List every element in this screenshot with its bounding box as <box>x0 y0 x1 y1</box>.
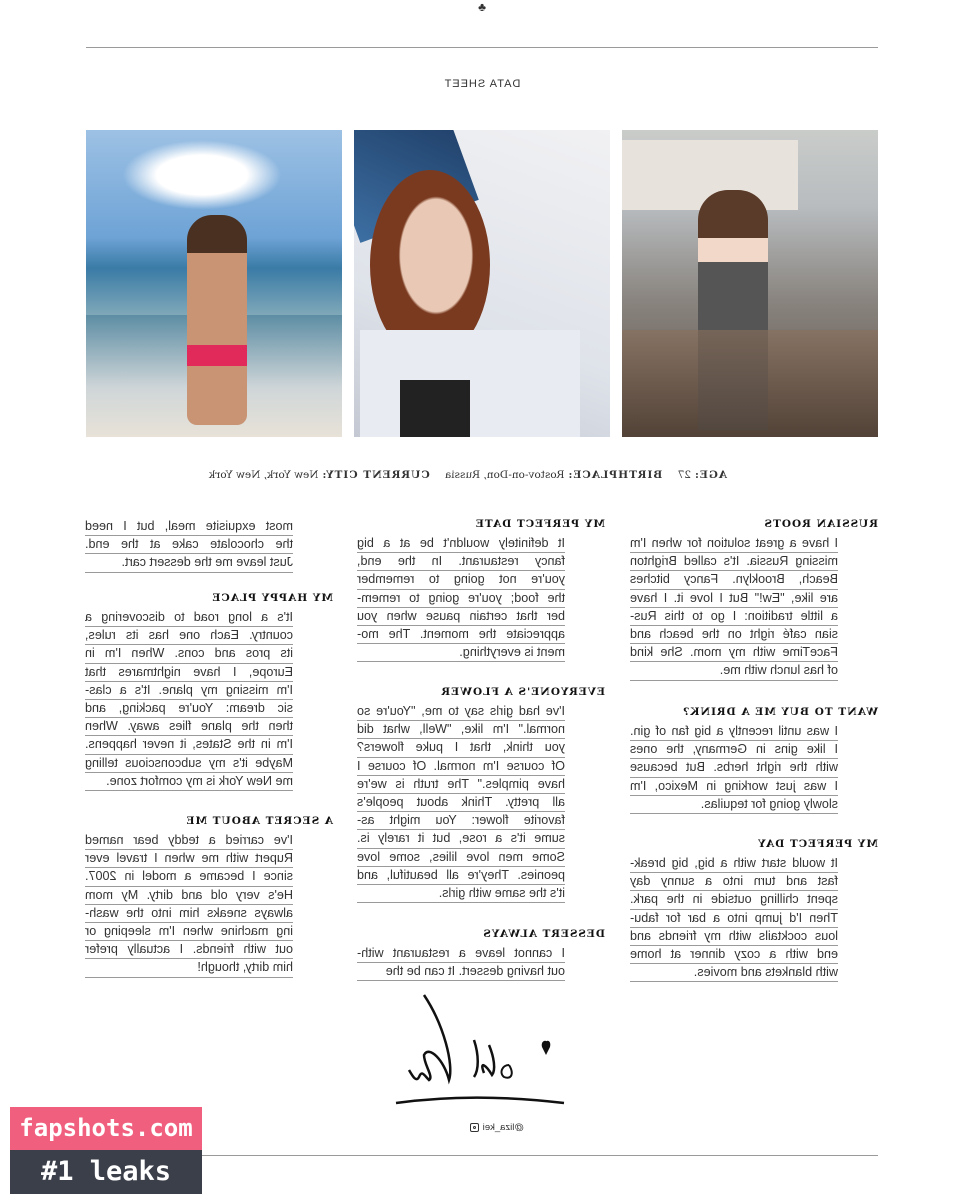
section-heading: EVERYONE'S A FLOWER <box>440 686 605 698</box>
watermark-site: fapshots.com <box>10 1107 202 1150</box>
text-line: slowly going for tequilas. <box>630 796 838 814</box>
text-line: FaceTime with my mom. She kind <box>630 644 838 662</box>
text-line: since I became a model in 2007. <box>85 868 293 886</box>
text-line: I'm in the States, it never happens. <box>85 736 293 754</box>
text-line: Of course I'm normal. Of course I <box>357 758 565 776</box>
text-line: spent chilling outside in the park. <box>630 891 838 909</box>
age-label: AGE: <box>694 469 727 481</box>
article-section <box>630 518 878 681</box>
text-line: sume it's a rose, but it rarely is. <box>357 830 565 848</box>
article-section <box>85 518 333 573</box>
text-line: sian café right on the beach and <box>630 626 838 644</box>
section-heading: DESSERT ALWAYS <box>482 928 605 940</box>
text-line: It definitely wouldn't be at a big <box>357 535 565 553</box>
text-line: It's a long road to discovering a <box>85 609 293 627</box>
text-line: I've had girls say to me, "You're so <box>357 703 565 721</box>
text-line: Then I'd jump into a bar for fabu- <box>630 910 838 928</box>
text-line: ber that certain pause when you <box>357 608 565 626</box>
text-line: all pretty. Think about people's <box>357 794 565 812</box>
text-line: most exquisite meal, but I need <box>85 518 293 536</box>
text-line: it's the same with girls. <box>357 885 565 903</box>
section-heading: A SECRET ABOUT ME <box>185 815 333 827</box>
bunny-logo-icon: ♣ <box>478 0 486 14</box>
text-line: Maybe it's my subconscious telling <box>85 755 293 773</box>
article-section <box>630 838 878 982</box>
current-city-value: New York, New York <box>208 469 319 481</box>
text-line: Some men love lilies, some love <box>357 849 565 867</box>
text-line: It would start with a big, big break- <box>630 855 838 873</box>
text-line: favorite flower: You might as- <box>357 812 565 830</box>
text-line: its pros and cons. When I'm in <box>85 645 293 663</box>
section-body <box>357 703 565 903</box>
instagram-handle-text: @liza_kei <box>482 1122 524 1133</box>
signature <box>384 985 574 1115</box>
section-heading: MY PERFECT DATE <box>474 518 605 530</box>
text-line: are like, "Ew!" But I love it. I have <box>630 590 838 608</box>
section-body <box>85 518 293 573</box>
text-line: Just leave me the dessert cart. <box>85 554 293 572</box>
text-line: out with friends. I actually prefer <box>85 941 293 959</box>
section-body <box>357 945 565 981</box>
text-line: I'm missing my plane. It's a clas- <box>85 682 293 700</box>
section-body <box>85 832 293 978</box>
text-line: with blankets and movies. <box>630 964 838 982</box>
text-line: you think, that I puke flowers? <box>357 739 565 757</box>
text-line: with the right herbs. But because <box>630 759 838 777</box>
article-section <box>630 706 878 814</box>
section-heading: RUSSIAN ROOTS <box>763 518 878 530</box>
text-line: ment is everything. <box>357 644 565 662</box>
section-heading: MY PERFECT DAY <box>757 838 878 850</box>
section-body <box>357 535 565 662</box>
text-line: lous cocktails with my friends and <box>630 928 838 946</box>
section-body <box>630 723 838 814</box>
text-line: I've carried a teddy bear named <box>85 832 293 850</box>
instagram-handle <box>470 1122 524 1133</box>
text-line: a little tradition: I go to this Rus- <box>630 608 838 626</box>
article-section <box>85 592 333 791</box>
text-line: fast and turn into a sunny day <box>630 873 838 891</box>
text-line: Beach, Brooklyn. Fancy bitches <box>630 571 838 589</box>
text-line: missing Russia. It's called Brighton <box>630 553 838 571</box>
instagram-icon <box>470 1123 479 1132</box>
text-line: Rupert with me when I travel ever <box>85 850 293 868</box>
text-line: end with a cozy dinner at home <box>630 946 838 964</box>
text-line: I was just working in Mexico, I'm <box>630 778 838 796</box>
current-city-label: CURRENT CITY: <box>321 469 430 481</box>
text-line: the chocolate cake at the end. <box>85 536 293 554</box>
photo-boardwalk <box>622 130 878 437</box>
text-line: He's very old and dirty. My mom <box>85 887 293 905</box>
text-line: the food; you're going to remem- <box>357 590 565 608</box>
profile-info-line <box>197 469 727 481</box>
text-line: you're not going to remember <box>357 571 565 589</box>
text-line: Europe, I have nightmares that <box>85 664 293 682</box>
text-line: I have a great solution for when I'm <box>630 535 838 553</box>
text-line: peonies. They're all beautiful, and <box>357 867 565 885</box>
text-line: of has lunch with me. <box>630 662 838 680</box>
text-line: then the plane flies away. When <box>85 718 293 736</box>
article-section <box>85 815 333 978</box>
text-line: out having dessert. It can be the <box>357 963 565 981</box>
article-section <box>357 518 605 662</box>
photo-book-selfie <box>354 130 610 437</box>
text-line: country. Each one has its rules, <box>85 627 293 645</box>
section-heading: WANT TO BUY ME A DRINK? <box>682 706 878 718</box>
text-line: I cannot leave a restaurant with- <box>357 945 565 963</box>
section-body <box>630 855 838 982</box>
text-line: I like gins in Germany, the ones <box>630 741 838 759</box>
text-line: always sneaks him into the wash- <box>85 905 293 923</box>
top-divider <box>86 47 878 48</box>
article-section <box>357 928 605 981</box>
birthplace-value: Rostov-on-Don, Russia <box>445 469 565 481</box>
text-line: him dirty, though! <box>85 959 293 977</box>
text-line: me New York is my comfort zone. <box>85 773 293 791</box>
section-kicker: DATA SHEET <box>443 78 521 90</box>
age-value: 27 <box>677 469 691 481</box>
photo-beach <box>86 130 342 437</box>
text-line: normal." I'm like, "Well, what did <box>357 721 565 739</box>
text-line: appreciate the moment. The mo- <box>357 626 565 644</box>
text-line: sic dream: You're packing, and <box>85 700 293 718</box>
text-line: fancy restaurant. In the end, <box>357 553 565 571</box>
article-section <box>357 686 605 903</box>
watermark-tagline: #1 leaks <box>10 1150 202 1194</box>
text-line: have pimples." The truth is we're <box>357 776 565 794</box>
birthplace-label: BIRTHPLACE: <box>567 469 663 481</box>
section-body <box>85 609 293 791</box>
section-heading: MY HAPPY PLACE <box>211 592 333 604</box>
text-line: I was until recently a big fan of gin. <box>630 723 838 741</box>
section-body <box>630 535 838 681</box>
text-line: ing machine when I'm sleeping or <box>85 923 293 941</box>
bottom-divider <box>86 1155 878 1156</box>
